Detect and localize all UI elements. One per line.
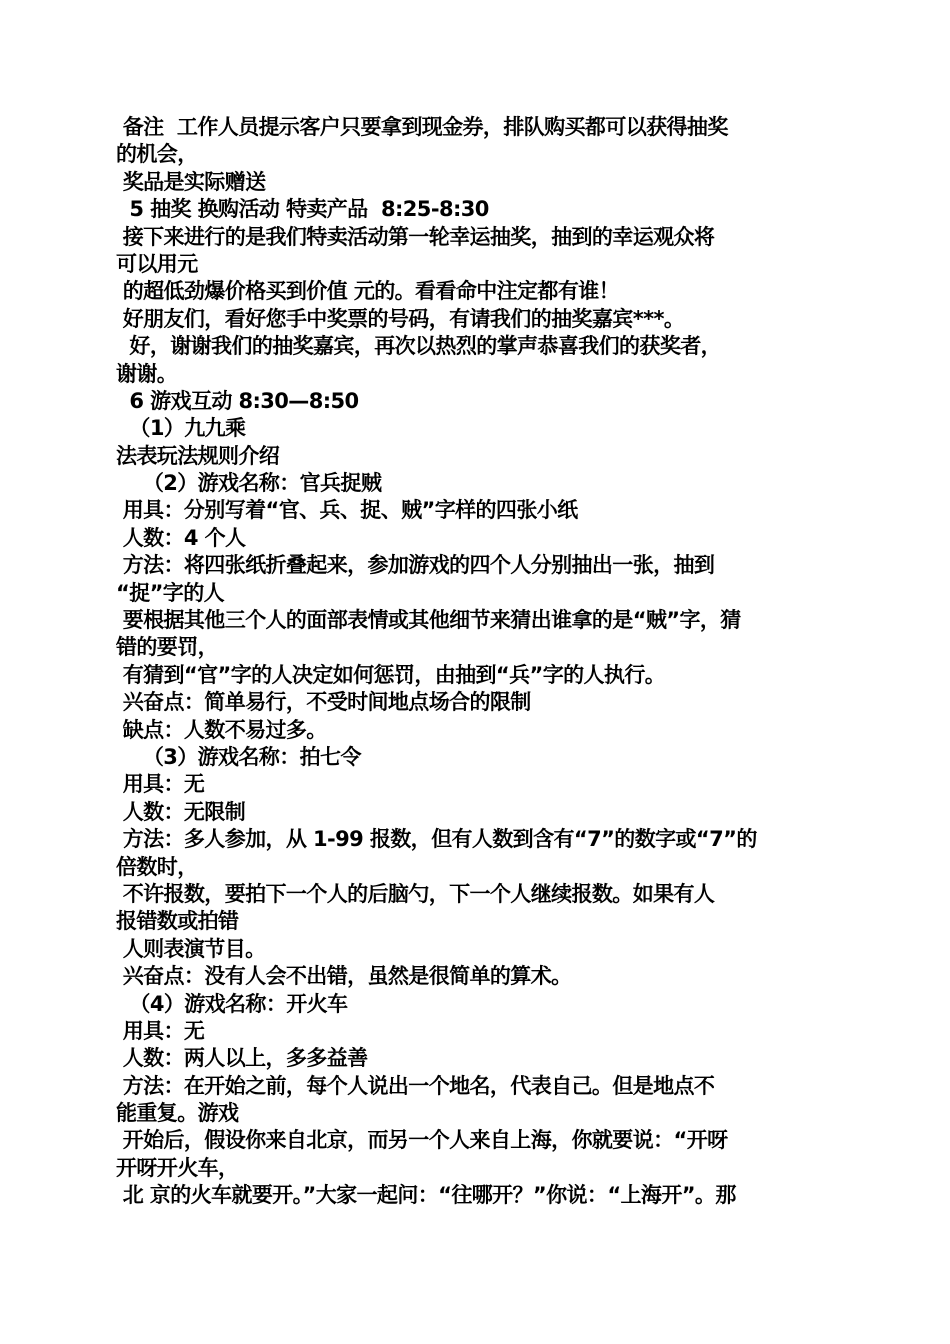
text-line: 方法：在开始之前，每个人说出一个地名，代表自己。但是地点不 <box>116 1073 715 1098</box>
text-line: 用具：无 <box>116 772 205 797</box>
text-line: 接下来进行的是我们特卖活动第一轮幸运抽奖，抽到的幸运观众将 <box>116 224 715 249</box>
text-line: 方法：多人参加，从 1-99 报数，但有人数到含有“7”的数字或“7”的 <box>116 827 757 852</box>
text-line: （1）九九乘 <box>116 416 246 441</box>
text-line: 好，谢谢我们的抽奖嘉宾，再次以热烈的掌声恭喜我们的获奖者， <box>116 334 722 359</box>
text-line: 法表玩法规则介绍 <box>116 443 280 468</box>
text-line: （4）游戏名称：开火车 <box>116 991 348 1016</box>
text-line: “捉”字的人 <box>116 580 225 605</box>
text-line: 倍数时， <box>116 854 198 879</box>
text-line: （2）游戏名称：官兵捉贼 <box>116 471 382 496</box>
text-line: 方法：将四张纸折叠起来，参加游戏的四个人分别抽出一张，抽到 <box>116 553 715 578</box>
text-line: 错的要罚， <box>116 635 218 660</box>
text-line: 缺点：人数不易过多。 <box>116 717 327 742</box>
text-line: 兴奋点：没有人会不出错，虽然是很简单的算术。 <box>116 964 572 989</box>
text-line: 人数：无限制 <box>116 799 246 824</box>
text-line: 人则表演节目。 <box>116 936 266 961</box>
text-line: 奖品是实际赠送 <box>116 169 266 194</box>
text-line: 要根据其他三个人的面部表情或其他细节来猜出谁拿的是“贼”字，猜 <box>116 608 741 633</box>
text-line: 好朋友们，看好您手中奖票的号码，有请我们的抽奖嘉宾***。 <box>116 306 685 331</box>
text-line: 报错数或拍错 <box>116 909 239 934</box>
text-line: 有猜到“官”字的人决定如何惩罚，由抽到“兵”字的人执行。 <box>116 662 666 687</box>
text-line: 兴奋点：简单易行，不受时间地点场合的限制 <box>116 690 531 715</box>
text-line: 北 京的火车就要开。”大家一起问：“往哪开？”你说：“上海开”。那 <box>116 1183 736 1208</box>
text-line: 备注 工作人员提示客户只要拿到现金券，排队购买都可以获得抽奖 <box>116 115 728 139</box>
text-line: 能重复。游戏 <box>116 1101 239 1126</box>
text-line: 人数：两人以上，多多益善 <box>116 1046 368 1071</box>
text-line: 的机会， <box>116 142 198 167</box>
text-line: 开呀开火车， <box>116 1155 239 1180</box>
text-line: 谢谢。 <box>116 361 178 386</box>
text-line: 用具：无 <box>116 1018 205 1043</box>
text-line: 的超低劲爆价格买到价值 元的。看看命中注定都有谁！ <box>116 279 620 304</box>
document-page <box>116 114 834 1210</box>
text-line: 6 游戏互动 8:30—8:50 <box>116 388 359 413</box>
text-line: （3）游戏名称：拍七令 <box>116 744 361 769</box>
text-line: 可以用元 <box>116 251 198 276</box>
text-line: 用具：分别写着“官、兵、捉、贼”字样的四张小纸 <box>116 498 578 523</box>
text-line: 不许报数，要拍下一个人的后脑勺，下一个人继续报数。如果有人 <box>116 881 715 906</box>
text-line: 开始后，假设你来自北京，而另一个人来自上海，你就要说：“开呀 <box>116 1128 728 1153</box>
text-line: 人数：4 个人 <box>116 525 246 550</box>
text-line: 5 抽奖 换购活动 特卖产品 8:25-8:30 <box>116 197 489 222</box>
